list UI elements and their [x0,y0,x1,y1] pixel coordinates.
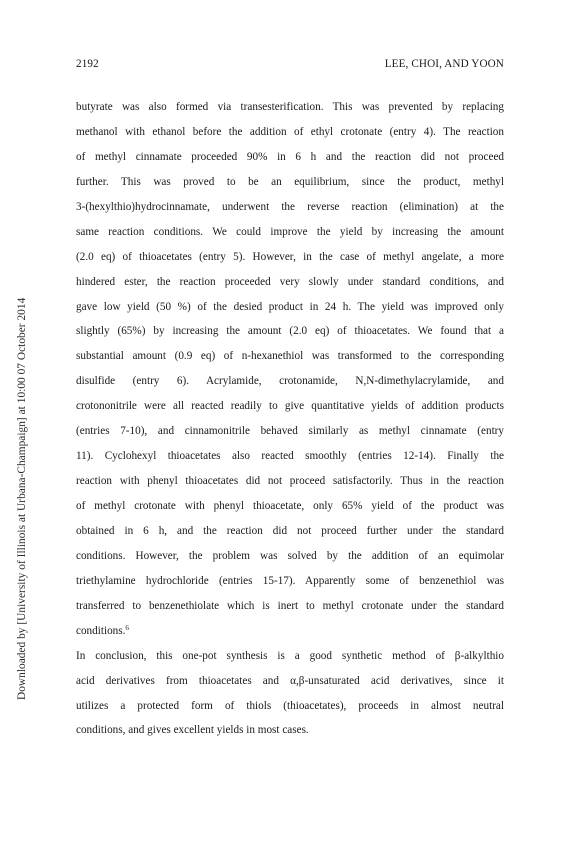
text-line: In conclusion, this one-pot synthesis is a good synthetic method of β-alkylthio [76,649,504,662]
text-line: reaction with phenyl thioacetates did not proceed satisfactorily. Thus in the reaction [76,475,504,488]
text-line: (2.0 eq) of thioacetates (entry 5). However, in the case of methyl angelate, a more [76,250,504,263]
text-line: 11). Cyclohexyl thioacetates also reacted smoothly (entries 12-14). Finally the [76,450,504,463]
text-line: disulfide (entry 6). Acrylamide, crotonamide, N,N-dimethylacrylamide, and [76,375,504,388]
body-text [76,95,504,743]
text-line: same reaction conditions. We could improve the yield by increasing the amount [76,225,504,238]
running-head: LEE, CHOI, AND YOON [384,58,504,70]
text-line: hindered ester, the reaction proceeded very slowly under standard conditions, and [76,275,504,288]
text-line: of methyl cinnamate proceeded 90% in 6 h and the reaction did not proceed [76,150,504,163]
text-line: acid derivatives from thioacetates and α,β-unsaturated acid derivatives, since it [76,674,504,687]
text-line: 3-(hexylthio)hydrocinnamate, underwent the reverse reaction (elimination) at the [76,200,504,213]
text-segment: conditions. [76,624,126,637]
text-line: utilizes a protected form of thiols (thioacetates), proceeds in almost neutral [76,699,504,712]
text-line: conditions. However, the problem was solved by the addition of an equimolar [76,549,504,562]
footnote-ref: 6 [125,623,129,632]
download-watermark: Downloaded by [University of Illinois at Urbana-Champaign] at 10:00 07 October 2014 [16,297,28,700]
text-line: butyrate was also formed via transesterification. This was prevented by replacing [76,101,504,113]
text-line: gave low yield (50 %) of the desied product in 24 h. The yield was improved only [76,300,504,313]
text-line: transferred to benzenethiolate which is inert to methyl crotonate under the standard [76,599,504,612]
text-line: of methyl crotonate with phenyl thioacetate, only 65% yield of the product was [76,500,504,512]
text-line: triethylamine hydrochloride (entries 15-17). Apparently some of benzenethiol was [76,574,504,587]
text-line: obtained in 6 h, and the reaction did not proceed further under the standard [76,524,504,537]
paragraph-last-line [76,619,504,644]
page-header [76,58,504,74]
text-line: crotononitrile were all reacted readily to give quantitative yields of addition products [76,400,504,413]
text-line: substantial amount (0.9 eq) of n-hexanethiol was transformed to the corresponding [76,350,504,363]
page-number: 2192 [76,58,99,70]
text-line: methanol with ethanol before the addition of ethyl crotonate (entry 4). The reaction [76,125,504,138]
text-line: slightly (65%) by increasing the amount (2.0 eq) of thioacetates. We found that a [76,325,504,338]
text-line: conditions, and gives excellent yields in most cases. [76,724,309,737]
text-line: (entries 7-10), and cinnamonitrile behaved similarly as methyl cinnamate (entry [76,425,504,438]
text-line: further. This was proved to be an equilibrium, since the product, methyl [76,175,504,188]
